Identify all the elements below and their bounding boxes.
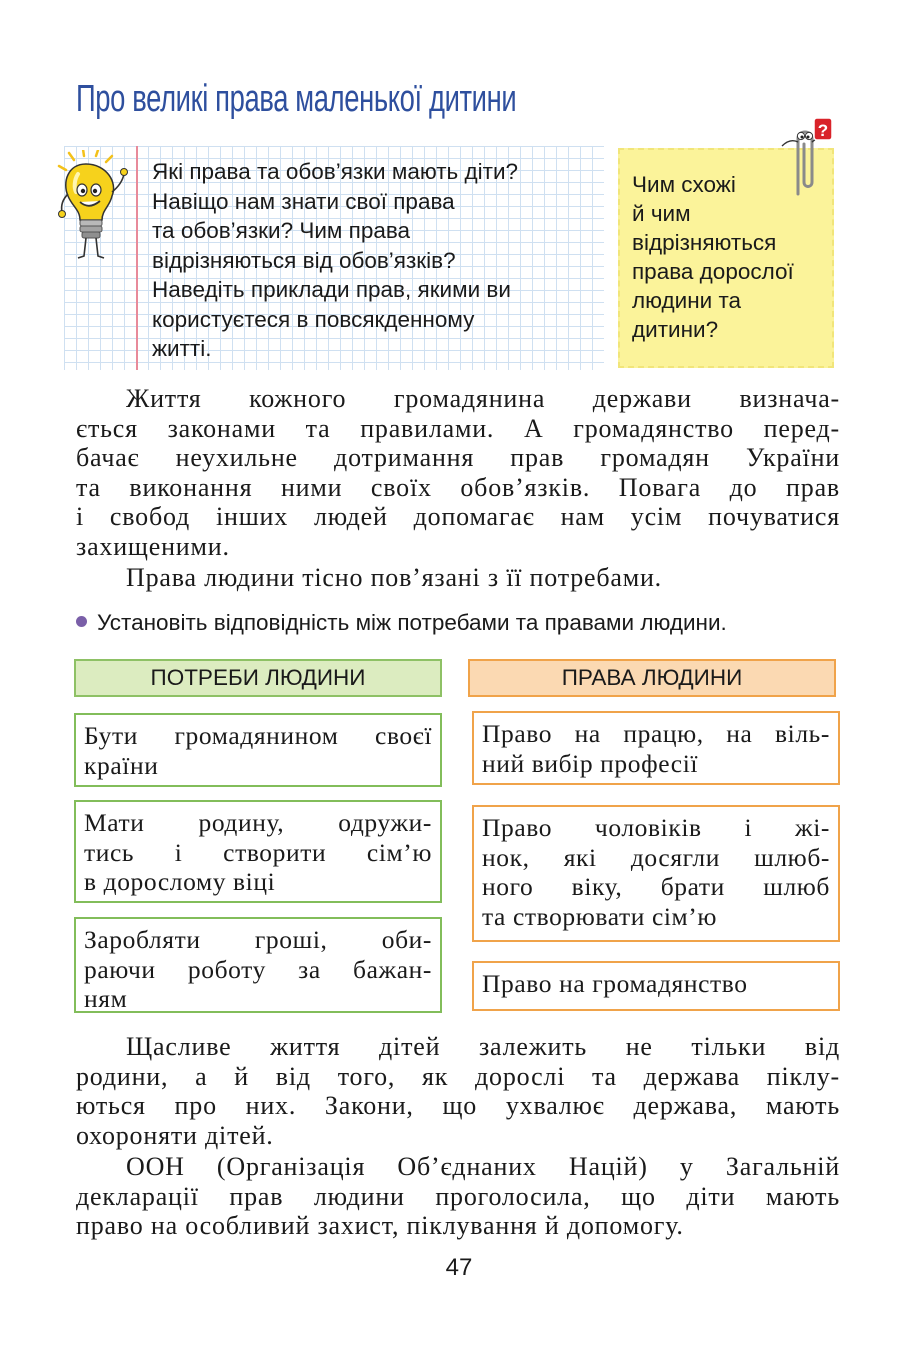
svg-text:?: ? [817, 121, 829, 140]
task-instruction [76, 610, 856, 636]
right-card-citizenship[interactable] [472, 961, 840, 1011]
intro-line: користуєтеся в повсякденному [152, 306, 475, 332]
text-line: Життя кожного громадянина держави визнача- [126, 384, 840, 413]
card-line: ного віку, брати шлюб [482, 872, 830, 901]
card-line: Право на громадянство [482, 969, 748, 998]
sticky-line: Чим схожі [632, 172, 736, 197]
intro-line: Які права та обов’язки мають діти? [152, 159, 519, 184]
text-line: декларації прав людини проголосила, що діти мають [76, 1181, 840, 1211]
paragraph-needs [76, 563, 840, 593]
paperclip-question-icon [768, 116, 840, 198]
intro-line: та обов’язки? Чим права [152, 218, 411, 243]
need-card-citizen[interactable] [74, 713, 442, 787]
text-line: та виконання ними своїх обов’язків. Повага до прав [76, 472, 840, 502]
text-line: ються про них. Закони, що ухвалює держава, мають [76, 1091, 840, 1121]
lightbulb-mascot-icon [56, 150, 134, 268]
sticky-line: й чим [632, 201, 691, 226]
right-card-marriage[interactable] [472, 805, 840, 942]
sticky-line: дитини? [632, 317, 719, 342]
card-line: Право на працю, на віль- [482, 719, 830, 748]
text-line: і свобод інших людей допомагає нам усім почуватися [76, 502, 840, 532]
text-line: Щасливе життя дітей залежить не тільки від [126, 1032, 840, 1061]
notebook-margin-line [136, 146, 138, 370]
card-line: раючи роботу за бажан- [84, 954, 432, 984]
text-line: родини, а й від того, як дорослі та держава піклу- [76, 1061, 840, 1091]
text-line: бачає неухильне дотримання прав громадян України [76, 443, 840, 473]
paragraph-citizenship [76, 384, 840, 562]
card-line: Заробляти гроші, оби- [84, 925, 432, 954]
text-line: Права людини тісно пов’язані з її потребами. [126, 563, 662, 592]
card-line: Мати родину, одружи- [84, 808, 432, 837]
paragraph-un-declaration [76, 1152, 840, 1241]
needs-header: ПОТРЕБИ ЛЮДИНИ [74, 659, 442, 697]
need-card-family[interactable] [74, 800, 442, 903]
text-line: ООН (Організація Об’єднаних Націй) у Загальній [126, 1152, 840, 1181]
intro-line: житті. [152, 336, 212, 361]
card-line: ний вибір професії [482, 748, 699, 778]
card-line: Право чоловіків і жі- [482, 813, 830, 842]
text-line: охороняти дітей. [76, 1120, 274, 1150]
right-card-work[interactable] [472, 711, 840, 785]
card-line: ням [84, 984, 128, 1013]
intro-questions [152, 157, 602, 364]
text-line: право на особливий захист, піклування й допомогу. [76, 1211, 684, 1241]
bullet-dot-icon [76, 616, 87, 627]
card-line: нок, які досягли шлюб- [482, 842, 830, 872]
card-line: тись і створити сім’ю [84, 837, 432, 867]
rights-header: ПРАВА ЛЮДИНИ [468, 659, 836, 697]
task-text: Установіть відповідність між потребами та правами людини. [97, 610, 727, 635]
card-line: та створювати сім’ю [482, 901, 718, 931]
page-title: Про великі права маленької дитини [76, 78, 517, 120]
card-line: країни [84, 750, 159, 780]
card-line: в дорослому віці [84, 867, 276, 896]
sticky-line: права дорослої [632, 259, 794, 284]
intro-line: Наведіть приклади прав, якими ви [152, 277, 511, 302]
intro-line: Навіщо нам знати свої права [152, 188, 455, 214]
text-line: захищеними. [76, 531, 230, 561]
card-line: Бути громадянином своєї [84, 721, 432, 750]
paragraph-happy-life [76, 1032, 840, 1150]
intro-line: відрізняються від обов’язків? [152, 247, 456, 273]
need-card-earn-money[interactable] [74, 917, 442, 1013]
text-line: ється законами та правилами. А громадянство перед- [76, 413, 840, 443]
sticky-line: людини та [632, 288, 742, 313]
page-number: 47 [445, 1254, 473, 1281]
sticky-line: відрізняються [632, 230, 777, 255]
